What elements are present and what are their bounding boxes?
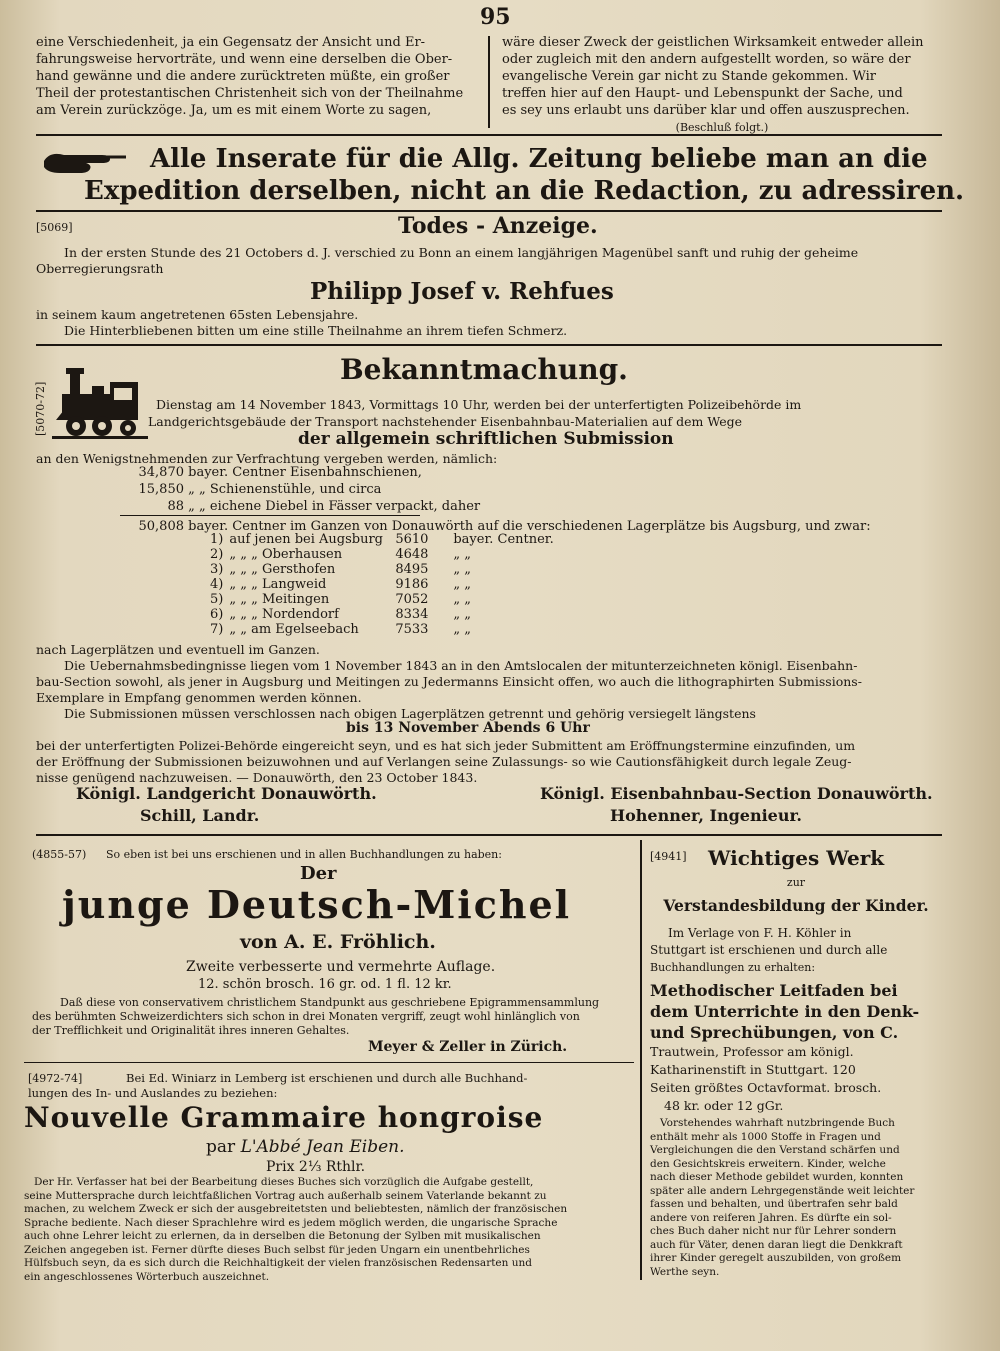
item-text: „ „ eichene Diebel in Fässer verpackt, daher	[188, 499, 481, 514]
deceased-name: Philipp Josef v. Rehfues	[310, 278, 614, 305]
werk-subtitle: Verstandesbildung der Kinder.	[663, 896, 929, 915]
list-item	[120, 498, 481, 516]
text-line: dem Unterrichte in den Denk-	[650, 1002, 920, 1021]
continued-note: (Beschluß folgt.)	[675, 121, 769, 134]
text-line: Katharinenstift in Stuttgart. 120	[650, 1062, 856, 1077]
row-unit: „ „	[453, 547, 471, 562]
signature-left: Königl. Landgericht Donauwörth.	[76, 784, 377, 803]
werk-detail	[650, 1043, 942, 1115]
text-line: wäre dieser Zweck der geistlichen Wirksamkeit entweder allein	[502, 35, 924, 50]
ad-ref: [5069]	[36, 221, 73, 234]
text-line: später alle andern Lehrgegenstände weit leichter	[650, 1184, 915, 1197]
text-line: Landgerichtsgebäude der Transport nachstehender Eisenbahnbau-Materialien auf dem Wege	[148, 414, 742, 429]
text-line: machen, zu welchem Zweck er sich der ausgebreitetsten und beliebtesten, nämlich der französischen	[24, 1203, 568, 1215]
row-value: 8334	[395, 607, 429, 622]
publisher: Meyer & Zeller in Zürich.	[368, 1039, 568, 1055]
table-row	[210, 622, 560, 637]
text-line: nisse genügend nachzuweisen. — Donauwörth, den 23 October 1843.	[36, 770, 478, 785]
row-unit: „ „	[453, 622, 471, 637]
text-line: Der Hr. Verfasser hat bei der Bearbeitung dieses Buches sich vorzüglich die Aufgabe gestellt,	[34, 1176, 534, 1188]
ad-ref-vertical	[32, 358, 48, 438]
text-line: Vorstehendes wahrhaft nutzbringende Buch	[660, 1117, 895, 1129]
text-line: ein angeschlossenes Wörterbuch auszeichnet.	[24, 1270, 270, 1283]
column-divider	[640, 840, 642, 1280]
row-number: 4)	[210, 577, 224, 592]
section-rule	[36, 344, 942, 346]
row-number: 1)	[210, 532, 224, 547]
text-line: Die Hinterbliebenen bitten um eine stille Theilnahme an ihrem tiefen Schmerz.	[64, 323, 568, 338]
row-place: „ „ „ Meitingen	[229, 592, 330, 607]
text-line: fahrungsweise hervorträte, und wenn eine derselben die Ober-	[36, 52, 453, 67]
text-line: nach Lagerplätzen und eventuell im Ganzen.	[36, 642, 320, 657]
row-number: 5)	[210, 592, 224, 607]
row-value: 5610	[395, 532, 429, 547]
text-line: treffen hier auf den Haupt- und Lebenspunkt der Sache, und	[502, 86, 903, 101]
ad-ref: (4855-57)	[32, 848, 87, 861]
text-line: Sprache bediente. Nach dieser Sprachlehre wird es jedem möglich werden, die ungarische Sprache	[24, 1216, 558, 1229]
text-line: Werthe seyn.	[650, 1265, 720, 1278]
werk-book-title	[650, 980, 942, 1043]
werk-ad	[650, 846, 942, 1279]
werk-intro	[650, 925, 942, 976]
text-line: Buchhandlungen zu erhalten:	[650, 961, 816, 974]
section-rule	[36, 834, 942, 836]
book-author: von A. E. Fröhlich.	[240, 931, 436, 953]
grammar-title: Nouvelle Grammaire hongroise	[24, 1101, 544, 1134]
table-row	[210, 592, 560, 607]
werk-header	[650, 846, 942, 872]
announcement-title: Bekanntmachung.	[340, 353, 628, 386]
ad-ref: [4941]	[650, 850, 687, 863]
text-line: nach dieser Methode gebildet wurden, konnten	[650, 1171, 904, 1183]
top-right-column	[502, 34, 942, 136]
text-line: der Trefflichkeit und Originalität ihres inneren Gehaltes.	[32, 1024, 350, 1037]
text-line: fassen und behalten, und übertrafen sehr bald	[650, 1198, 898, 1210]
row-unit: bayer. Centner.	[453, 532, 554, 547]
total-qty: 50,808	[138, 519, 184, 534]
row-value: 7052	[395, 592, 429, 607]
list-item	[120, 464, 871, 481]
row-value: 7533	[395, 622, 429, 637]
row-unit: „ „	[453, 577, 471, 592]
row-place: „ „ „ Nordendorf	[229, 607, 339, 622]
text-line: Oberregierungsrath	[36, 261, 164, 276]
text-line: enthält mehr als 1000 Stoffe in Fragen und	[650, 1130, 881, 1143]
text-line: andere von reiferen Jahren. Es dürfte ein sol-	[650, 1211, 892, 1224]
text-line: Seiten größtes Octavformat. brosch.	[650, 1080, 882, 1095]
text-line: an den Wenigstnehmenden zur Verfrachtung vergeben werden, nämlich:	[36, 451, 498, 466]
text-line: seine Muttersprache durch leichtfaßlichen Vortrag auch außerhalb seinem Vaterlande bekannt zu	[24, 1189, 547, 1202]
grammar-price: Prix 2⅓ Rthlr.	[266, 1159, 366, 1175]
text-line: oder zugleich mit den andern aufgestellt worden, so wäre der	[502, 52, 911, 67]
total-text: bayer. Centner im Ganzen von Donauwörth auf die verschiedenen Lagerplätze bis Augsburg, und zwar:	[188, 519, 871, 534]
book-title-der: Der	[300, 863, 337, 884]
row-place: „ „ „ Gersthofen	[229, 562, 336, 577]
top-left-column	[36, 34, 476, 119]
row-number: 3)	[210, 562, 224, 577]
ad-ref: [5070-72]	[34, 381, 47, 436]
text-line: und Sprechübungen, von C.	[650, 1023, 899, 1042]
row-place: auf jenen bei Augsburg	[229, 532, 383, 547]
text-line: In der ersten Stunde des 21 Octobers d. J. verschied zu Bonn an einem langjährigen Magenübel sanft und ruhig der geheime	[64, 245, 859, 260]
text-line: Exemplare in Empfang genommen werden können.	[36, 690, 362, 705]
row-unit: „ „	[453, 562, 471, 577]
text-line: Methodischer Leitfaden bei	[650, 981, 898, 1000]
text-line: Theil der protestantischen Christenheit sich von der Theilnahme	[36, 86, 464, 101]
text-line: 48 kr. oder 12 gGr.	[664, 1098, 784, 1113]
item-qty: 34,870	[138, 465, 184, 480]
text-line: bei der unterfertigten Polizei-Behörde eingereicht seyn, und es hat sich jeder Submittent am Eröffnungstermine einzufinden, um	[36, 738, 856, 753]
notice-line: Alle Inserate für die Allg. Zeitung beliebe man an die	[150, 144, 928, 174]
materials-list	[120, 464, 871, 535]
text-line: bau-Section sowohl, als jener in Augsburg und Meitingen zu Jedermanns Einsicht offen, wo auch die lithographirten Submissions-	[36, 674, 862, 689]
section-rule	[36, 134, 942, 136]
distribution-table	[210, 532, 560, 637]
par-label: par	[206, 1137, 236, 1157]
item-text: bayer. Centner Eisenbahnschienen,	[188, 465, 422, 480]
text-line: Stuttgart ist erschienen und durch alle	[650, 943, 888, 957]
text-line: Daß diese von conservativem christlichem Standpunkt aus geschriebene Epigrammensammlung	[60, 996, 600, 1009]
text-line: Hülfsbuch seyn, da es sich durch die Reichhaltigkeit der vielen französischen Redensarten und	[24, 1257, 532, 1269]
book-price: 12. schön brosch. 16 gr. od. 1 fl. 12 kr.	[198, 977, 452, 992]
ad-ref: [4972-74]	[28, 1072, 83, 1085]
table-row	[210, 607, 560, 622]
notice-line: Expedition derselben, nicht an die Redaction, zu adressiren.	[84, 176, 965, 206]
text-line: Vergleichungen die den Verstand schärfen und	[650, 1144, 900, 1156]
column-divider	[488, 36, 490, 128]
werk-description	[650, 1117, 942, 1279]
row-place: „ „ „ Oberhausen	[229, 547, 343, 562]
item-qty: 88	[167, 499, 184, 514]
text-line: der Eröffnung der Submissionen beizuwohnen und auf Verlangen seine Zulassungs- so wie Cautionsfähigkeit durch legale Zeug-	[36, 754, 852, 769]
text-line: Zeichen angegeben ist. Ferner dürfte dieses Buch selbst für jeden Ungarn ein unentbehrliches	[24, 1243, 530, 1256]
page-number: 95	[480, 4, 511, 30]
text-line: evangelische Verein gar nicht zu Stande gekommen. Wir	[502, 69, 877, 84]
signature-left-name: Schill, Landr.	[140, 806, 260, 825]
text-line: des berühmten Schweizerdichters sich schon in drei Monaten vergriff, zeugt wohl hinlänglich von	[32, 1010, 580, 1023]
row-unit: „ „	[453, 607, 471, 622]
table-row	[210, 547, 560, 562]
book-edition: Zweite verbesserte und vermehrte Auflage.	[186, 959, 496, 975]
signature-right-name: Hohenner, Ingenieur.	[610, 806, 802, 825]
text-line: ches Buch daher nicht nur für Lehrer sondern	[650, 1225, 897, 1237]
text-line: Im Verlage von F. H. Köhler in	[668, 926, 852, 940]
text-line: Dienstag am 14 November 1843, Vormittags 10 Uhr, werden bei der unterfertigten Polizeibehörde im	[156, 397, 802, 412]
text-line: den Gesichtskreis erweitern. Kinder, welche	[650, 1157, 886, 1170]
text-line: ihrer Kinder geregelt auszubilden, von großem	[650, 1252, 902, 1264]
text-line: es sey uns erlaubt uns darüber klar und offen auszusprechen.	[502, 103, 910, 118]
text-line: lungen des In- und Auslandes zu beziehen:	[28, 1086, 278, 1100]
table-row	[210, 532, 560, 547]
signature-right: Königl. Eisenbahnbau-Section Donauwörth.	[540, 784, 933, 803]
table-row	[210, 562, 560, 577]
text-line: Die Uebernahmsbedingnisse liegen vom 1 November 1843 an in den Amtslocalen der mitunterzeichneten königl. Eisenbahn-	[64, 658, 858, 673]
submission-heading: der allgemein schriftlichen Submission	[298, 429, 674, 449]
deadline: bis 13 November Abends 6 Uhr	[346, 720, 590, 736]
table-row	[210, 577, 560, 592]
text-line: auch für Väter, denen daran liegt die Denkkraft	[650, 1238, 903, 1251]
text-line: Trautwein, Professor am königl.	[650, 1044, 854, 1059]
grammar-author: L'Abbé Jean Eiben.	[240, 1137, 405, 1157]
item-text: „ „ Schienenstühle, und circa	[188, 482, 382, 497]
list-item	[120, 481, 871, 498]
row-number: 2)	[210, 547, 224, 562]
row-value: 4648	[395, 547, 429, 562]
text-line: am Verein zurückzöge. Ja, um es mit einem Worte zu sagen,	[36, 103, 432, 118]
row-value: 8495	[395, 562, 429, 577]
text-line: auch ohne Lehrer leicht zu erlernen, da in derselben die Betonung der Sylben mit musikalischen	[24, 1230, 541, 1242]
locomotive-icon	[52, 362, 148, 442]
row-value: 9186	[395, 577, 429, 592]
death-notice-title: Todes - Anzeige.	[398, 213, 598, 239]
text-line: hand gewänne und die andere zurücktreten müßte, ein großer	[36, 69, 450, 84]
text-line: in seinem kaum angetretenen 65sten Lebensjahre.	[36, 307, 359, 322]
row-place: „ „ am Egelseebach	[229, 622, 359, 637]
grammar-description	[24, 1176, 634, 1284]
werk-zur: zur	[786, 876, 806, 889]
text-line: eine Verschiedenheit, ja ein Gegensatz der Ansicht und Er-	[36, 35, 426, 50]
row-unit: „ „	[453, 592, 471, 607]
grammar-author-line	[206, 1136, 405, 1158]
row-place: „ „ „ Langweid	[229, 577, 327, 592]
text-line: Die Submissionen müssen verschlossen nach obigen Lagerplätzen getrennt und gehörig versiegelt längstens	[64, 706, 756, 721]
text-line: So eben ist bei uns erschienen und in allen Buchhandlungen zu haben:	[106, 848, 502, 861]
row-number: 6)	[210, 607, 224, 622]
row-number: 7)	[210, 622, 224, 637]
section-rule	[24, 1062, 634, 1063]
text-line: Bei Ed. Winiarz in Lemberg ist erschienen und durch alle Buchhand-	[126, 1071, 528, 1085]
book-title: junge Deutsch-Michel	[62, 882, 572, 927]
werk-title: Wichtiges Werk	[708, 846, 885, 870]
item-qty: 15,850	[138, 482, 184, 497]
